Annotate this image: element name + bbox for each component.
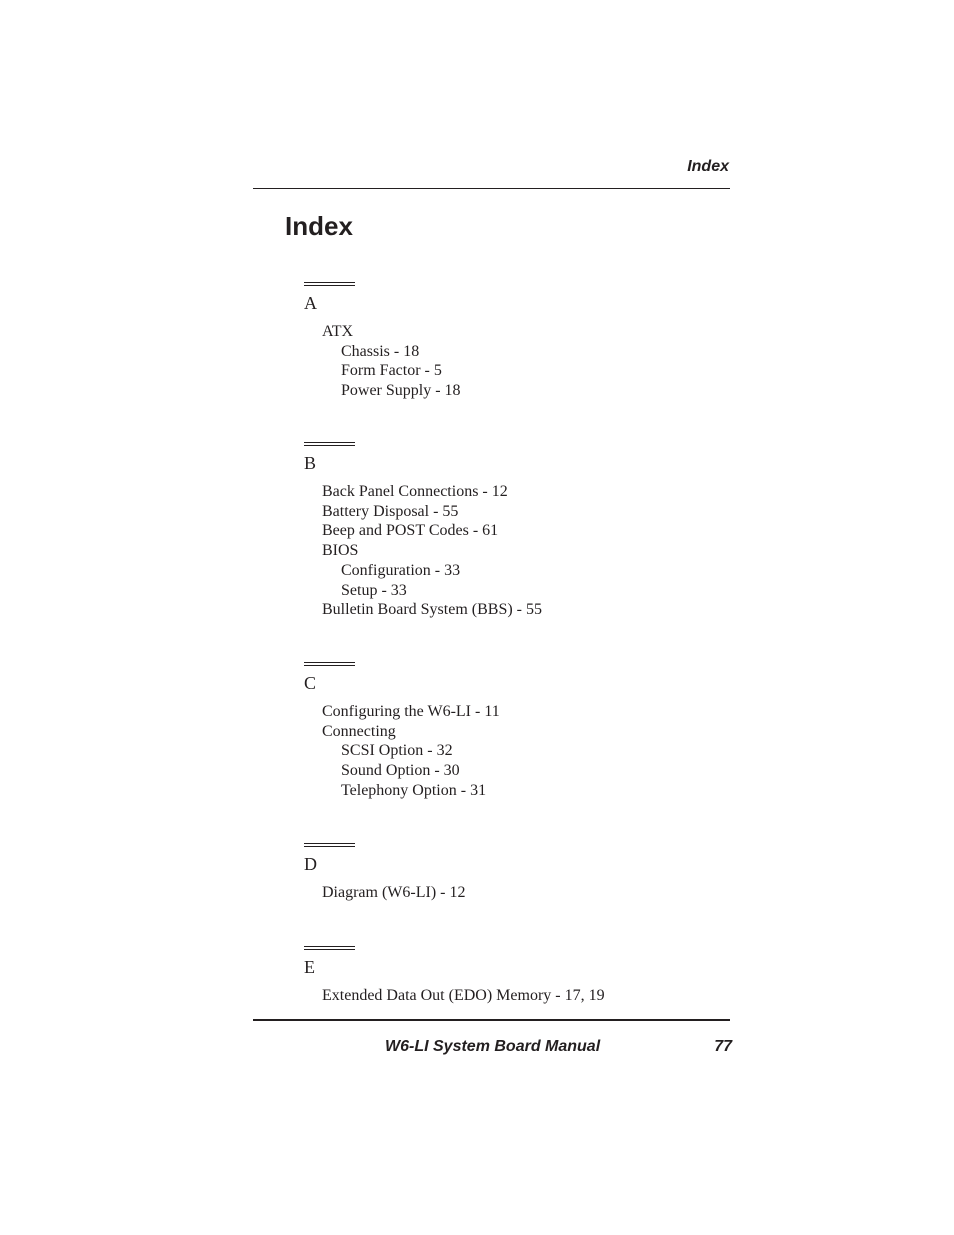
section-letter: C bbox=[304, 673, 317, 693]
index-entry: BIOS bbox=[322, 542, 359, 560]
index-entry: Diagram (W6-LI) - 12 bbox=[322, 884, 466, 901]
index-entry-list bbox=[304, 986, 605, 1006]
index-subentry: Configuration - 33 bbox=[341, 561, 461, 579]
index-entry-list bbox=[304, 482, 542, 620]
index-entry: Extended Data Out (EDO) Memory - 17, 19 bbox=[322, 987, 605, 1004]
footer-rule bbox=[253, 1019, 730, 1021]
index-entry: ATX bbox=[322, 323, 354, 340]
section-double-rule bbox=[304, 843, 355, 847]
index-subentry: Form Factor - 5 bbox=[341, 362, 442, 380]
index-entry: Battery Disposal - 55 bbox=[322, 502, 459, 520]
section-letter: B bbox=[304, 453, 317, 473]
footer-manual-title: W6-LI System Board Manual bbox=[385, 1038, 601, 1055]
index-section-e bbox=[304, 946, 605, 1022]
index-subentry: Setup - 33 bbox=[341, 581, 407, 599]
index-section-d bbox=[304, 843, 466, 919]
index-subentry: Telephony Option - 31 bbox=[341, 781, 487, 799]
section-letter: D bbox=[304, 854, 317, 874]
index-entry: Back Panel Connections - 12 bbox=[322, 483, 508, 500]
section-letter: E bbox=[304, 957, 315, 977]
header-rule bbox=[253, 188, 730, 189]
section-double-rule bbox=[304, 662, 355, 666]
index-entry: Bulletin Board System (BBS) - 55 bbox=[322, 601, 542, 619]
index-subentry: Chassis - 18 bbox=[341, 342, 420, 360]
index-entry: Beep and POST Codes - 61 bbox=[322, 522, 499, 540]
index-subentry: SCSI Option - 32 bbox=[341, 742, 453, 760]
index-entry: Configuring the W6-LI - 11 bbox=[322, 703, 500, 720]
index-subentry: Sound Option - 30 bbox=[341, 762, 460, 780]
running-header-title: Index bbox=[687, 158, 729, 175]
section-double-rule bbox=[304, 946, 355, 950]
index-section-b bbox=[304, 442, 542, 636]
index-subentry: Power Supply - 18 bbox=[341, 382, 461, 400]
index-entry-list bbox=[304, 702, 500, 801]
section-double-rule bbox=[304, 442, 355, 446]
index-section-a bbox=[304, 282, 461, 417]
index-entry-list bbox=[304, 322, 461, 401]
section-letter: A bbox=[304, 293, 317, 313]
index-entry: Connecting bbox=[322, 722, 396, 740]
page-title: Index bbox=[285, 211, 353, 241]
index-section-c bbox=[304, 662, 500, 817]
section-double-rule bbox=[304, 282, 355, 286]
footer-page-number: 77 bbox=[714, 1038, 732, 1055]
index-entry-list bbox=[304, 883, 466, 903]
